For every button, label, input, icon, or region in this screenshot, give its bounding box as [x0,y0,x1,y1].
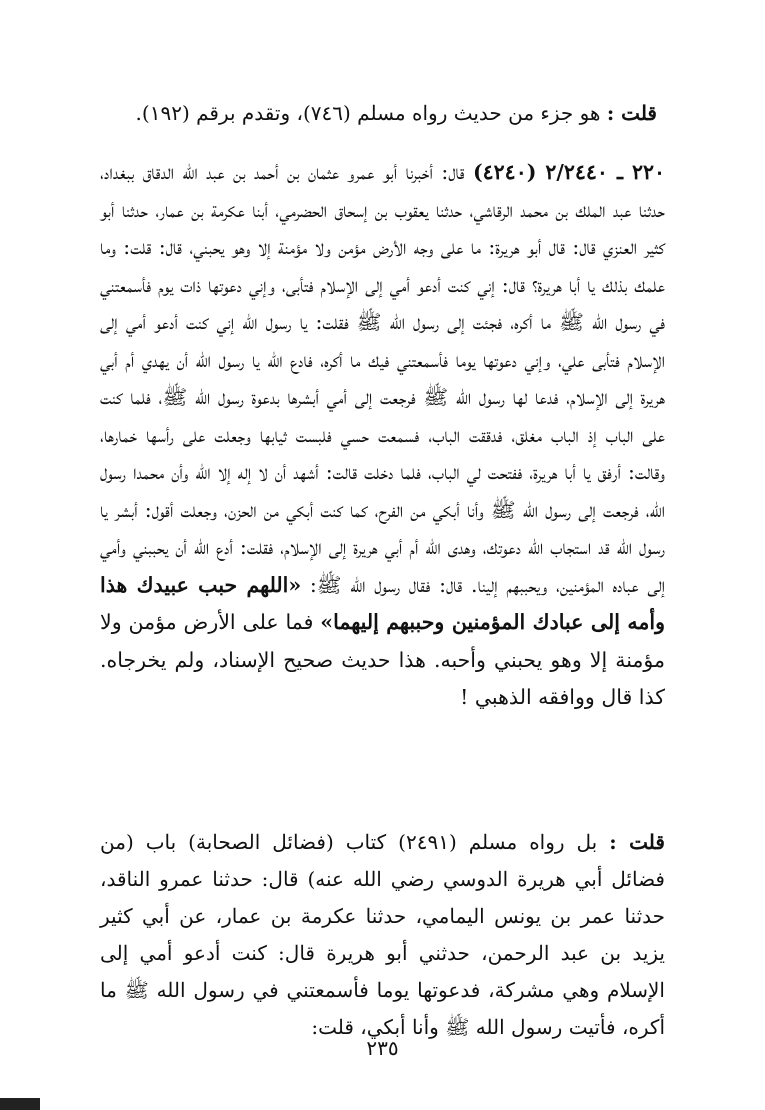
bottom-note-paragraph [100,824,665,1046]
bottom-footnote [100,824,665,1046]
bottom-note-text: بل رواه مسلم (٢٤٩١) كتاب (فضائل الصحابة) باب (من فضائل أبي هريرة الدوسي رضي الله عنه) قال: حدثنا عمرو الناقد، حدثنا عمر بن يونس اليمامي، حدثنا عكرمة بن عمار، عن أبي كثير يزيد بن عبد الرحمن، حدثني أبو هريرة قال: كنت أدعو أمي إلى الإسلام وهي مشركة، فدعوتها يوما فأسمعتني في رسول الله ﷺ ما أكره، فأتيت رسول الله ﷺ وأنا أبكي، قلت: [100,830,665,1039]
top-note-text: هو جزء من حديث رواه مسلم (٧٤٦)، وتقدم برقم (١٩٢). [135,101,607,125]
hadith-paragraph [100,154,665,717]
page-number: ٢٣٥ [366,1036,399,1060]
hadith-text-part2: فما على الأرض مؤمن ولا مؤمنة إلا وهو يحبني وأحبه. هذا حديث صحيح الإسناد، ولم يخرجاه. كذا قال ووافقه الذهبي ! [100,610,665,709]
top-note-label: قلت : [606,101,657,125]
hadith-text-part1: قال: أخبرنا أبو عمرو عثمان بن أحمد بن عبد الله الدقاق ببغداد، حدثنا عبد الملك بن محمد الرقاشي، حدثنا يعقوب بن إسحاق الحضرمي، أبنا عكرمة بن عمار، حدثنا أبو كثير العنزي قال: قال أبو هريرة: ما على وجه الأرض مؤمن ولا مؤمنة إلا وهو يحبني، قال: قلت: وما علمك بذلك يا أبا هريرة؟ قال: إني كنت أدعو أمي إلى الإسلام فتأبى، وإني دعوتها ذات يوم فأسمعتني في رسول الله ﷺ ما أكره، فجئت إلى رسول الله ﷺ فقلت: يا رسول الله إني كنت أدعو أمي إلى الإسلام فتأبى علي، وإني دعوتها يوما فأسمعتني فيك ما أكره، فادع الله يا رسول الله أن يهدي أم أبي هريرة إلى الإسلام، فدعا لها رسول الله ﷺ فرجعت إلى أمي أبشرها بدعوة رسول الله ﷺ، فلما كنت على الباب إذ الباب مغلق، فدققت الباب، فسمعت حسي فلبست ثيابها وجعلت على رأسها خمارها، وقالت: أرفق يا أبا هريرة، ففتحت لي الباب، فلما دخلت قالت: أشهد أن لا إله إلا الله وأن محمدا رسول الله، فرجعت إلى رسول الله ﷺ وأنا أبكي من الفرح، كما كنت أبكي من الحزن، وجعلت أقول: أبشر يا رسول الله قد استجاب الله دعوتك، وهدى الله أم أبي هريرة إلى الإسلام، فقلت: أدع الله أن يحببني وأمي إلى عباده المؤمنين، ويحببهم إلينا. قال: فقال رسول الله ﷺ: [100,160,665,597]
scan-blot [0,1098,40,1110]
hadith-body [100,154,665,717]
hadith-number: ٢٢٠ ـ ٢/٢٤٤٠ (٤٢٤٠) [472,160,665,184]
hadith-prophetic-quote: «اللهم حبب عبيدك هذا وأمه إلى عبادك المؤمنين وحببهم إليهما» [100,572,665,634]
bottom-note-label: قلت : [609,830,665,854]
top-footnote [97,96,657,130]
